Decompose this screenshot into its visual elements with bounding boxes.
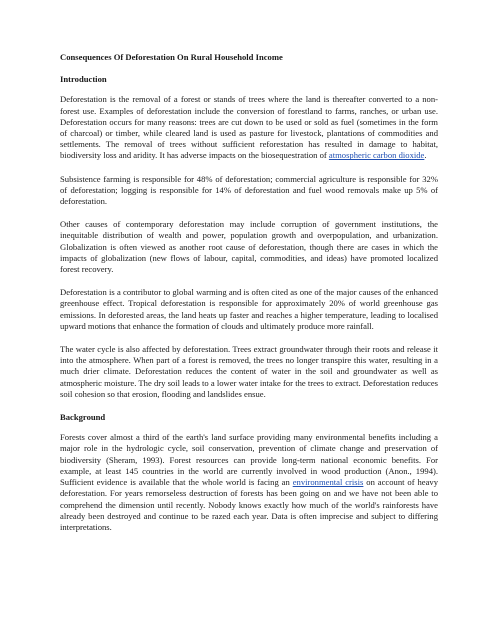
- section-heading-introduction: Introduction: [60, 74, 107, 85]
- paragraph-text: Deforestation is the removal of a forest or stands of trees where the land is thereafter converted to a non-forest use. Examples of deforestation include the conversion of forestland to farms, ranches, or urban use. Deforestation occurs for many reasons: trees are cut down to be used or sold as fuel (sometimes in the form of charcoal) or timber, while cleared land is used as pasture for livestock, plantations of commodities and settlements. The removal of trees without sufficient reforestation has resulted in damage to habitat, biodiversity loss and aridity. It has adverse impacts on the biosequestration of: [60, 94, 438, 161]
- paragraph-water-cycle: The water cycle is also affected by deforestation. Trees extract groundwater through their roots and release it into the atmosphere. When part of a forest is removed, the trees no longer transpire this water, resulting in a much drier climate. Deforestation reduces the content of water in the soil and groundwater as well as atmospheric moisture. The dry soil leads to a lower water intake for the trees to extract. Deforestation reduces soil cohesion so that erosion, flooding and landslides ensue.: [60, 344, 438, 399]
- paragraph-text: on account of heavy deforestation. For years remorseless destruction of forests has been going on and we have not been able to comprehend the dimension until recently. Nobody knows exactly how much of the world's rainforests have already been destroyed and continue to be razed each year. Data is often imprecise and subject to differing interpretations.: [60, 477, 438, 532]
- link-atmospheric-carbon-dioxide[interactable]: atmospheric carbon dioxide: [328, 150, 425, 161]
- paragraph-global-warming: Deforestation is a contributor to global warming and is often cited as one of the major causes of the enhanced greenhouse effect. Tropical deforestation is responsible for approximately 20% of world greenhouse gas emissions. In deforested areas, the land heats up faster and reaches a higher temperature, leading to localised upward motions that enhance the formation of clouds and ultimately produce more rainfall.: [60, 287, 438, 331]
- link-environmental-crisis[interactable]: environmental crisis: [292, 477, 364, 488]
- paragraph-background: [60, 432, 438, 533]
- document-title: Consequences Of Deforestation On Rural Household Income: [60, 52, 283, 62]
- document-page: [60, 52, 438, 545]
- paragraph-definition: [60, 94, 438, 161]
- section-heading-background: Background: [60, 412, 106, 423]
- paragraph-causes-share: Subsistence farming is responsible for 48% of deforestation; commercial agriculture is responsible for 32% of deforestation; logging is responsible for 14% of deforestation and fuel wood removals make up 5% of deforestation.: [60, 173, 438, 207]
- paragraph-text: Forests cover almost a third of the earth's land surface providing many environmental benefits including a major role in the hydrologic cycle, soil conservation, prevention of climate change and preservation of biodiversity (Sheram, 1993). Forest resources can provide long-term national economic benefits. For example, at least 145 countries in the world are currently involved in wood production (Anon., 1994). Sufficient evidence is available that the whole world is facing an: [60, 432, 438, 488]
- paragraph-text: .: [424, 150, 427, 161]
- paragraph-other-causes: Other causes of contemporary deforestation may include corruption of government institutions, the inequitable distribution of wealth and power, population growth and overpopulation, and urbanization. Globalization is often viewed as another root cause of deforestation, though there are cases in which the impacts of globalization (new flows of labour, capital, commodities, and ideas) have promoted localized forest recovery.: [60, 219, 438, 275]
